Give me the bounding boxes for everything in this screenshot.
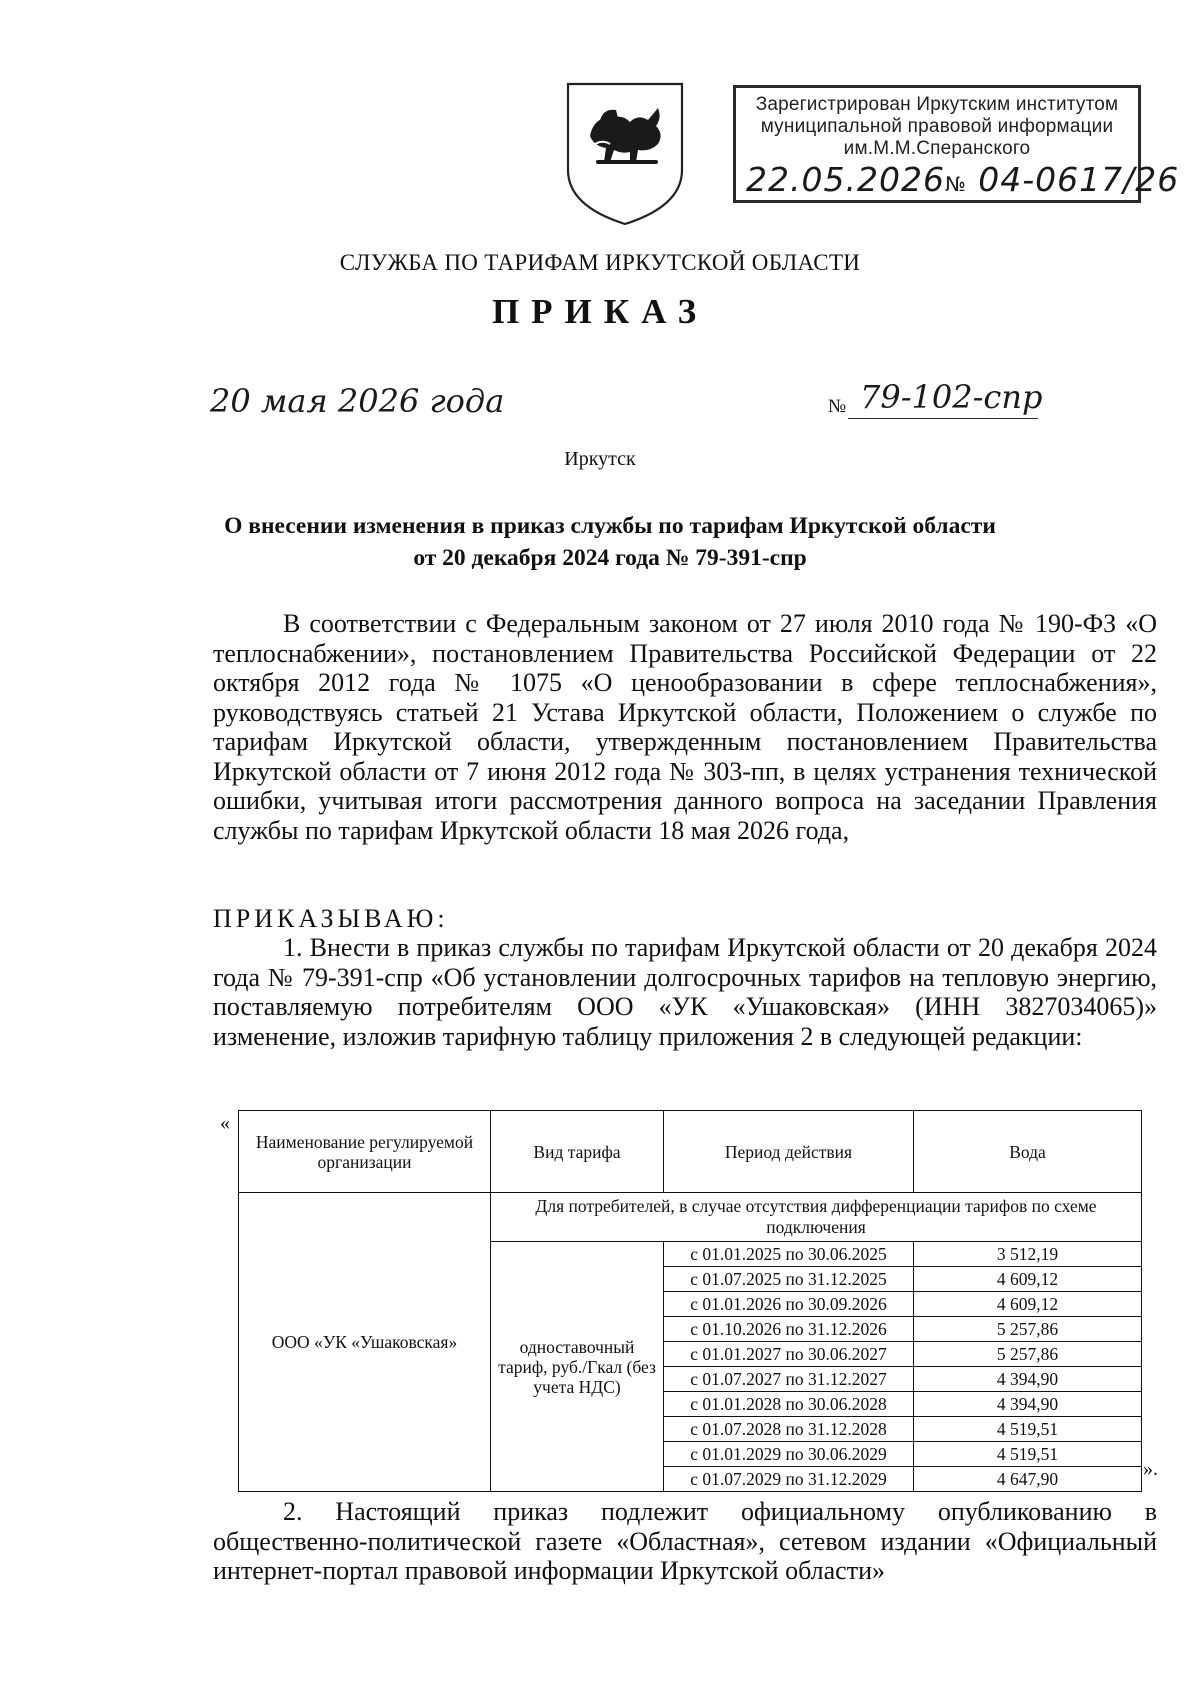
stamp-handwritten-entry	[746, 160, 1179, 199]
value-cell: 4 519,51	[914, 1442, 1142, 1467]
period-cell: с 01.07.2027 по 31.12.2027	[664, 1367, 914, 1392]
header-tariff-type: Вид тарифа	[491, 1111, 664, 1193]
period-cell: с 01.07.2029 по 31.12.2029	[664, 1467, 914, 1492]
value-cell: 5 257,86	[914, 1317, 1142, 1342]
period-cell: с 01.07.2025 по 31.12.2025	[664, 1267, 914, 1292]
basis-paragraph	[213, 609, 1157, 845]
period-cell: с 01.01.2027 по 30.06.2027	[664, 1342, 914, 1367]
value-cell: 4 519,51	[914, 1417, 1142, 1442]
value-cell: 4 394,90	[914, 1392, 1142, 1417]
value-cell: 4 647,90	[914, 1467, 1142, 1492]
title-line-2: от 20 декабря 2024 года № 79-391-спр	[413, 545, 807, 571]
table-row	[239, 1193, 1142, 1242]
tariff-type-cell: одноставочный тариф, руб./Гкал (без учета НДС)	[491, 1242, 664, 1492]
period-cell: с 01.10.2026 по 31.12.2026	[664, 1317, 914, 1342]
header-period: Период действия	[664, 1111, 914, 1193]
document-title	[150, 510, 1070, 574]
tariff-table	[238, 1110, 1142, 1492]
period-cell: с 01.01.2028 по 30.06.2028	[664, 1392, 914, 1417]
value-cell: 4 609,12	[914, 1292, 1142, 1317]
org-cell: ООО «УК «Ушаковская»	[239, 1193, 491, 1492]
header-org: Наименование регулируемой организации	[239, 1111, 491, 1193]
stamp-line-2: муниципальной правовой информации	[760, 116, 1114, 137]
period-cell: с 01.01.2026 по 30.09.2026	[664, 1292, 914, 1317]
title-line-1: О внесении изменения в приказ службы по тарифам Иркутской области	[224, 513, 996, 539]
registration-stamp	[733, 85, 1180, 203]
period-cell: с 01.07.2028 по 31.12.2028	[664, 1417, 914, 1442]
value-cell: 4 609,12	[914, 1267, 1142, 1292]
order-date: 20 мая 2026 года	[210, 382, 505, 420]
stamp-line-3: им.М.М.Сперанского	[843, 138, 1031, 159]
coat-of-arms-emblem	[560, 78, 690, 228]
value-cell: 5 257,86	[914, 1342, 1142, 1367]
agency-name: СЛУЖБА ПО ТАРИФАМ ИРКУТСКОЙ ОБЛАСТИ	[339, 250, 861, 275]
condition-cell: Для потребителей, в случае отсутствия дифференциации тарифов по схеме подключения	[491, 1193, 1142, 1242]
stamp-line-1: Зарегистрирован Иркутским институтом	[755, 94, 1119, 115]
period-cell: с 01.01.2029 по 30.06.2029	[664, 1442, 914, 1467]
item-1-text: 1. Внести в приказ службы по тарифам Иркутской области от 20 декабря 2024 года № 79-391-спр «Об установлении долгосрочных тарифов на тепловую энергию, поставляемую потребителям ООО «УК «Ушаковская» (ИНН 3827034065)» изменение, изложив тарифную таблицу приложения 2 в следующей редакции:	[213, 933, 1157, 1051]
table-close-quote: ».	[1143, 1458, 1158, 1480]
order-number: 79-102-спр	[860, 378, 1043, 416]
value-cell: 3 512,19	[914, 1242, 1142, 1267]
period-cell: с 01.01.2025 по 30.06.2025	[664, 1242, 914, 1267]
item-2-paragraph	[213, 1497, 1157, 1586]
table-header-row	[239, 1111, 1142, 1193]
stamp-number: 04-0617/26	[978, 160, 1180, 199]
header-water: Вода	[914, 1111, 1142, 1193]
stamp-date: 22.05.2026	[746, 160, 945, 199]
item-2-text: 2. Настоящий приказ подлежит официальному опубликованию в общественно-политической газете «Областная», сетевом издании «Официальный интернет-портал правовой информации Иркутской области»	[213, 1497, 1157, 1585]
stamp-number-sign: №	[944, 172, 967, 196]
value-cell: 4 394,90	[914, 1367, 1142, 1392]
table-open-quote: «	[220, 1112, 230, 1134]
city: Иркутск	[564, 448, 636, 470]
item-1-paragraph	[213, 933, 1157, 1051]
document-type: ПРИКАЗ	[491, 292, 709, 331]
order-word: ПРИКАЗЫВАЮ:	[213, 904, 449, 933]
order-number-sign: №	[828, 396, 847, 417]
basis-text: В соответствии с Федеральным законом от 27 июля 2010 года № 190-ФЗ «О теплоснабжении», постановлением Правительства Российской Федерации от 22 октября 2012 года № 1075 «О ценообразовании в сфере теплоснабжения», руководствуясь статьей 21 Устава Иркутской области, Положением о службе по тарифам Иркутской области, утвержденным постановлением Правительства Иркутской области от 7 июня 2012 года № 303-пп, в целях устранения технической ошибки, учитывая итоги рассмотрения данного вопроса на заседании Правления службы по тарифам Иркутской области 18 мая 2026 года,	[213, 609, 1157, 845]
order-number-underline	[848, 418, 1038, 419]
